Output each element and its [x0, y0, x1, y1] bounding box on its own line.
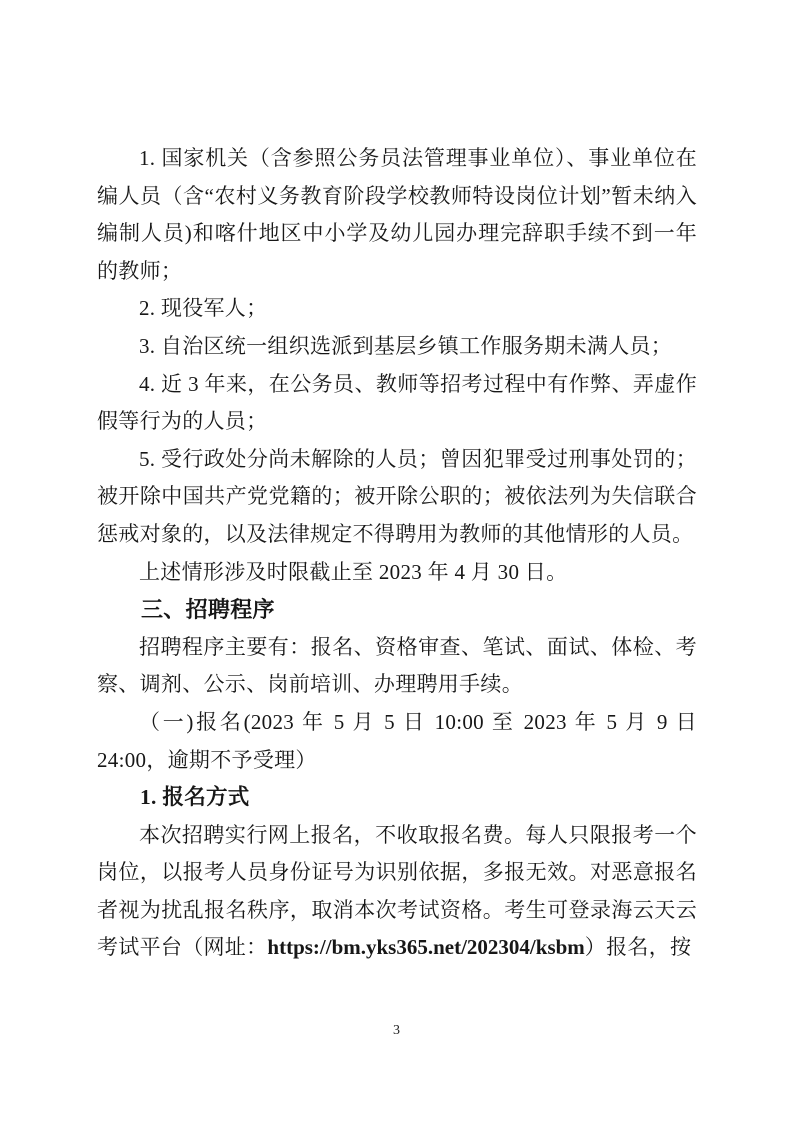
registration-text-before-url: 本次招聘实行网上报名，不收取报名费。每人只限报考一个岗位，以报考人员身份证号为识别依据，多报无效。对恶意报名者视为扰乱报名秩序，取消本次考试资格。考生可登录海云天云考试平台（网址： — [97, 822, 697, 960]
exclusion-item-1: 1. 国家机关（含参照公务员法管理事业单位）、事业单位在编人员（含“农村义务教育阶段学校教师特设岗位计划”暂未纳入编制人员)和喀什地区中小学及幼儿园办理完辞职手续不到一年的教师； — [97, 146, 697, 283]
page-number: 3 — [393, 1023, 400, 1038]
document-body — [97, 140, 697, 967]
registration-url: https://bm.yks365.net/202304/ksbm — [267, 935, 585, 960]
procedure-overview: 招聘程序主要有：报名、资格审查、笔试、面试、体检、考察、调剂、公示、岗前培训、办理聘用手续。 — [97, 634, 697, 697]
registration-text-after-url: ）报名，按 — [584, 935, 692, 960]
section-heading-recruitment-procedure: 三、招聘程序 — [141, 597, 275, 623]
exclusion-item-5: 5. 受行政处分尚未解除的人员；曾因犯罪受过刑事处罚的；被开除中国共产党党籍的；被开除公职的；被依法列为失信联合惩戒对象的，以及法律规定不得聘用为教师的其他情形的人员。 — [97, 446, 697, 546]
exclusion-item-2: 2. 现役军人； — [139, 296, 268, 321]
subheading-registration-method: 1. 报名方式 — [140, 785, 250, 810]
exclusion-item-3: 3. 自治区统一组织选派到基层乡镇工作服务期未满人员； — [139, 333, 673, 358]
registration-method-paragraph — [97, 817, 697, 967]
deadline-note: 上述情形涉及时限截止至 2023 年 4 月 30 日。 — [139, 559, 568, 584]
exclusion-item-4: 4. 近 3 年来，在公务员、教师等招考过程中有作弊、弄虚作假等行为的人员； — [97, 371, 697, 434]
subsection-heading-registration-period: （一)报名(2023 年 5 月 5 日 10:00 至 2023 年 5 月 9 日 24:00，逾期不予受理） — [97, 709, 697, 772]
